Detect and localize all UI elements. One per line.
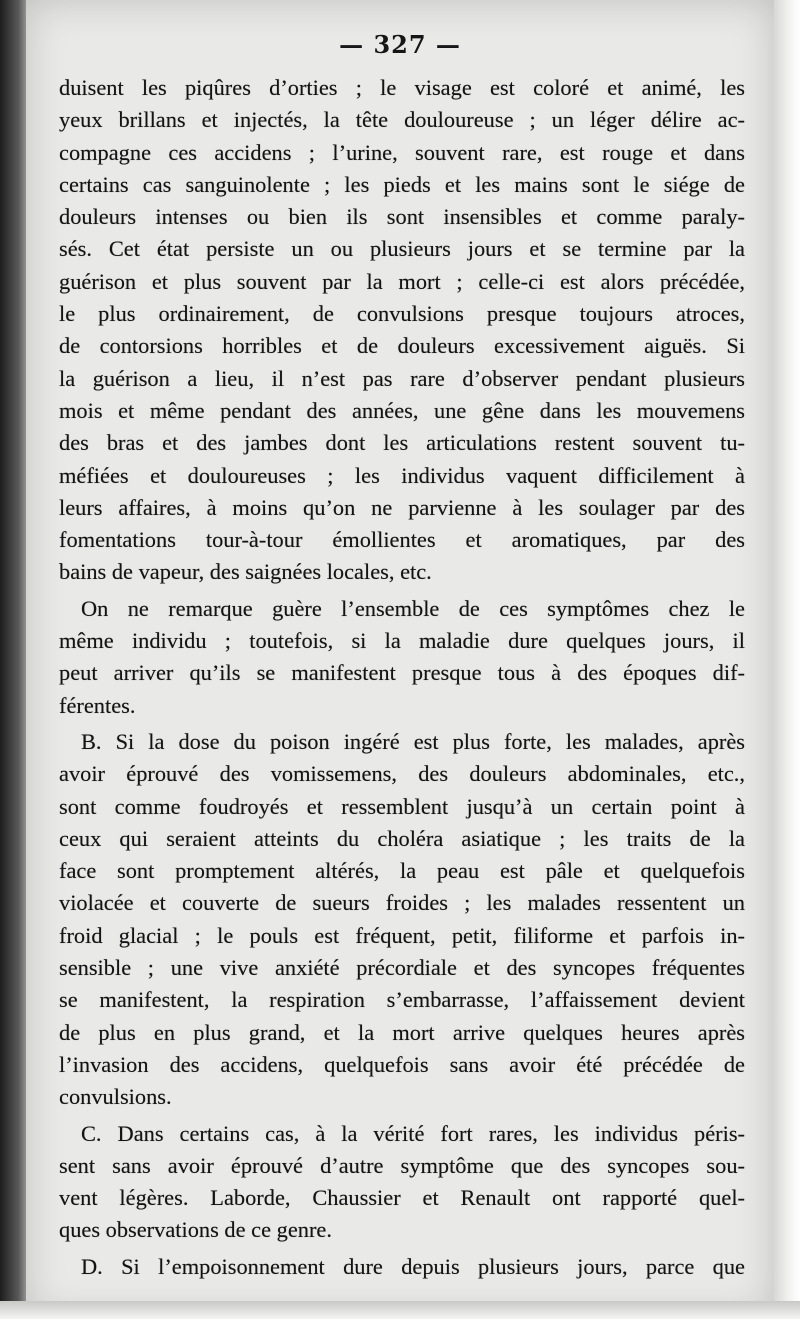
text-line: sont comme foudroyés et ressemblent jusqu’à un certain point à (59, 793, 745, 819)
text-line: C. Dans certains cas, à la vérité fort rares, les individus péris- (81, 1120, 745, 1146)
paragraph-1 (59, 72, 745, 589)
page-body-text (59, 72, 745, 1283)
text-line: violacée et couverte de sueurs froides ; les malades ressentent un (59, 890, 745, 916)
text-line: l’invasion des accidens, quelquefois sans avoir été précédée de (59, 1051, 745, 1077)
paragraph-b (59, 726, 745, 1114)
text-line: ques observations de ce genre. (59, 1217, 332, 1243)
text-line: douleurs intenses ou bien ils sont insensibles et comme paraly- (59, 204, 745, 230)
text-line: méfiées et douloureuses ; les individus vaquent difficilement à (59, 462, 745, 488)
text-line: de contorsions horribles et de douleurs excessivement aiguës. Si (59, 333, 745, 359)
text-line: compagne ces accidens ; l’urine, souvent rare, est rouge et dans (59, 139, 745, 165)
paragraph-d (59, 1251, 745, 1283)
text-line: peut arriver qu’ils se manifestent presque tous à des époques dif- (59, 660, 745, 686)
text-line: avoir éprouvé des vomissemens, des douleurs abdominales, etc., (59, 761, 745, 787)
text-line: de plus en plus grand, et la mort arrive quelques heures après (59, 1019, 745, 1045)
text-line: convulsions. (59, 1084, 172, 1110)
text-line: leurs affaires, à moins qu’on ne parvienne à les soulager par des (59, 494, 745, 520)
text-line: férentes. (59, 692, 136, 718)
text-line: duisent les piqûres d’orties ; le visage est coloré et animé, les (59, 75, 745, 100)
paragraph-2 (59, 593, 745, 722)
page-bottom-edge (0, 1301, 800, 1319)
paragraph-c (59, 1118, 745, 1247)
text-line: froid glacial ; le pouls est fréquent, petit, filiforme et parfois in- (59, 922, 745, 948)
page-right-edge (774, 0, 800, 1319)
text-line: fomentations tour-à-tour émollientes et aromatiques, par des (59, 527, 745, 553)
text-line: sensible ; une vive anxiété précordiale et des syncopes fréquentes (59, 955, 745, 981)
text-line: yeux brillans et injectés, la tête douloureuse ; un léger délire ac- (59, 107, 745, 133)
page-number: — 327 — (339, 30, 461, 59)
text-line: se manifestent, la respiration s’embarrasse, l’affaissement devient (59, 987, 745, 1013)
text-line: B. Si la dose du poison ingéré est plus forte, les malades, après (81, 728, 745, 754)
text-line: certains cas sanguinolente ; les pieds et les mains sont le siége de (59, 171, 745, 197)
text-line: bains de vapeur, des saignées locales, etc. (59, 559, 432, 585)
text-line: la guérison a lieu, il n’est pas rare d’observer pendant plusieurs (59, 365, 745, 391)
text-line: On ne remarque guère l’ensemble de ces symptômes chez le (81, 595, 745, 621)
text-line: guérison et plus souvent par la mort ; celle-ci est alors précédée, (59, 268, 745, 294)
text-line: sent sans avoir éprouvé d’autre symptôme que des syncopes sou- (59, 1152, 745, 1178)
text-line: vent légères. Laborde, Chaussier et Renault ont rapporté quel- (59, 1185, 745, 1211)
text-line: D. Si l’empoisonnement dure depuis plusieurs jours, parce que (81, 1253, 745, 1279)
text-line: sés. Cet état persiste un ou plusieurs jours et se termine par la (59, 236, 745, 262)
text-line: mois et même pendant des années, une gêne dans les mouvemens (59, 397, 745, 423)
text-line: face sont promptement altérés, la peau est pâle et quelquefois (59, 858, 745, 884)
text-line: des bras et des jambes dont les articulations restent souvent tu- (59, 430, 745, 456)
text-line: le plus ordinairement, de convulsions presque toujours atroces, (59, 301, 745, 327)
text-line: ceux qui seraient atteints du choléra asiatique ; les traits de la (59, 825, 745, 851)
text-line: même individu ; toutefois, si la maladie dure quelques jours, il (59, 628, 745, 654)
